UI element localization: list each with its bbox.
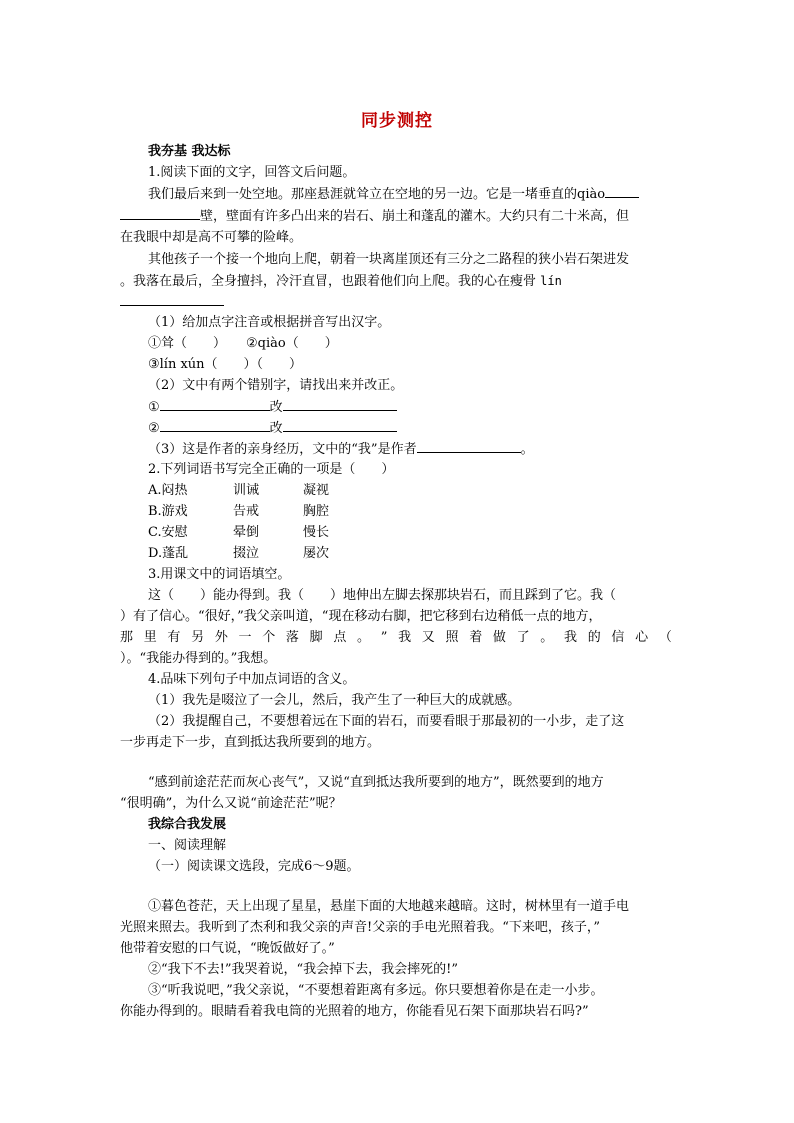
passage-line: 在我眼中却是高不可攀的险峰。 xyxy=(120,230,303,245)
passage-line xyxy=(120,292,224,313)
option-c-word-2: 晕倒 xyxy=(233,525,260,540)
option-a-word-2: 训诫 xyxy=(233,483,260,498)
passage-line: 其他孩子一个接一个地向上爬，朝着一块离崖顶还有三分之二路程的狭小岩石架进发 xyxy=(148,252,630,267)
justified-char: 。 xyxy=(540,630,554,645)
sub-question-1-items xyxy=(148,334,338,354)
question-5-line: “很明确”，为什么又说“前途茫茫”呢？ xyxy=(120,796,342,811)
justified-char: 做 xyxy=(492,630,506,645)
passage-text: 壁，壁面有许多凸出来的岩石、崩土和蓬乱的灌木。大约只有二十米高，但 xyxy=(200,209,630,224)
justified-char: 照 xyxy=(445,630,459,645)
row-number: ② xyxy=(148,421,160,436)
justified-char: 着 xyxy=(469,630,483,645)
part-heading: 一、阅读理解 xyxy=(148,838,227,853)
question-4-sentence-1: （1）我先是啜泣了一会儿，然后，我产生了一种巨大的成就感。 xyxy=(148,693,521,708)
justified-char: 了 xyxy=(516,630,530,645)
justified-char: 里 xyxy=(143,630,157,645)
correction-row-1 xyxy=(148,397,397,418)
justified-char: 有 xyxy=(167,630,181,645)
option-d-label: D.蓬乱 xyxy=(148,546,189,561)
justified-char: 落 xyxy=(285,630,299,645)
option-b-label: B.游戏 xyxy=(148,504,188,519)
sub-question-2: （2）文中有两个错别字，请找出来并改正。 xyxy=(148,378,404,393)
justified-char: 另 xyxy=(191,630,205,645)
option-b-word-2: 告戒 xyxy=(233,504,260,519)
option-a-label: A.闷热 xyxy=(148,483,188,498)
reading-passage-line: ③“听我说吧，”我父亲说，“不要想着距离有多远。你只要想着你是在走一小步。 xyxy=(148,983,604,998)
justified-char: 点 xyxy=(333,630,347,645)
fill-line: 这（ ）能办得到。我（ ）地伸出左脚去探那块岩石，而且踩到了它。我（ xyxy=(148,588,617,603)
question-3-stem: 3.用课文中的词语填空。 xyxy=(148,567,291,582)
passage-line xyxy=(120,271,562,292)
correction-label: 改 xyxy=(269,421,283,436)
sub-question-3 xyxy=(148,439,534,460)
question-1-stem: 1.阅读下面的文字，回答文后问题。 xyxy=(148,165,356,180)
sub-question-3-text: （3）这是作者的亲身经历，文中的“我”是作者 xyxy=(148,442,417,457)
question-5-line: “感到前途茫茫而灰心丧气”，又说“直到抵达我所要到的地方”，既然要到的地方 xyxy=(148,775,604,790)
justified-char: 外 xyxy=(214,630,228,645)
fill-line: ）有了信心。“很好，”我父亲叫道，“现在移动右脚，把它移到右边稍低一点的地方， xyxy=(120,609,602,624)
question-4-sentence-2: （2）我提醒自己，不要想着远在下面的岩石，而要看眼于那最初的一小步，走了这 xyxy=(148,714,625,729)
row-number: ① xyxy=(148,400,160,415)
option-d-word-3: 屡次 xyxy=(303,546,330,561)
justified-char: 的 xyxy=(587,630,601,645)
justified-char: 信 xyxy=(611,630,625,645)
justified-char: 我 xyxy=(398,630,412,645)
option-b-word-3: 胸腔 xyxy=(303,504,330,519)
reading-passage-line: 他带着安慰的口气说，“晚饭做好了。” xyxy=(120,941,335,956)
justified-char: 。 xyxy=(357,630,371,645)
option-c-label: C.安慰 xyxy=(148,525,188,540)
passage-text: 我们最后来到一处空地。那座悬涯就耸立在空地的另一边。它是一堵垂直的qiào xyxy=(148,187,606,202)
question-4-stem: 4.品味下列句子中加点词语的含义。 xyxy=(148,672,356,687)
justified-char: 我 xyxy=(564,630,578,645)
passage-text: 。我落在最后，全身擅抖，冷汗直冒，也跟着他们向上爬。我的心在瘦骨 xyxy=(120,274,537,289)
correction-label: 改 xyxy=(269,400,283,415)
justified-char: 那 xyxy=(120,630,134,645)
answer-blank[interactable] xyxy=(283,418,397,432)
reading-passage-line: ②“我下不去!”我哭着说，“我会掉下去，我会摔死的!” xyxy=(148,962,459,977)
option-d-word-2: 掇泣 xyxy=(233,546,260,561)
justified-char: 心 xyxy=(635,630,649,645)
question-4-sentence-2-cont: 一步再走下一步，直到抵达我所要到的地方。 xyxy=(120,735,381,750)
sub-question-3-end: 。 xyxy=(520,442,534,457)
answer-blank[interactable] xyxy=(120,206,200,220)
passage-line xyxy=(148,184,639,205)
question-2-stem: 2.下列词语书写完全正确的一项是（ ） xyxy=(148,462,395,477)
justified-char: ” xyxy=(380,630,388,645)
reading-passage-line: 你能办得到的。眼睛看着我电筒的光照着的地方，你能看见石架下面那块岩石吗?” xyxy=(120,1004,589,1019)
pinyin-text: lín xyxy=(540,274,562,288)
answer-blank[interactable] xyxy=(120,292,224,306)
justified-char: 脚 xyxy=(309,630,323,645)
item-b: ②qiào（ ） xyxy=(246,336,338,351)
section-heading-basic: 我夯基 我达标 xyxy=(148,144,231,159)
answer-blank[interactable] xyxy=(605,184,639,198)
part-sub-heading: （一）阅读课文选段，完成6～9题。 xyxy=(148,859,360,874)
reading-passage-line: ①暮色苍茫，天上出现了星星，悬崖下面的大地越来越暗。这时，树林里有一道手电 xyxy=(148,899,630,914)
justified-char: （ xyxy=(658,630,672,645)
justified-char: 一 xyxy=(238,630,252,645)
page-title: 同步测控 xyxy=(361,111,433,131)
justified-char: 又 xyxy=(421,630,435,645)
sub-question-1: （1）给加点字注音或根据拼音写出汉字。 xyxy=(148,315,391,330)
correction-row-2 xyxy=(148,418,397,439)
fill-line-justified xyxy=(120,628,672,648)
reading-passage-line: 光照来照去。我听到了杰利和我父亲的声音!父亲的手电光照着我。“下来吧，孩子，” xyxy=(120,920,601,935)
answer-blank[interactable] xyxy=(283,397,397,411)
justified-char: 个 xyxy=(262,630,276,645)
answer-blank[interactable] xyxy=(160,397,270,411)
fill-line: ）。“我能办得到的。”我想。 xyxy=(120,651,277,666)
answer-blank[interactable] xyxy=(160,418,270,432)
option-c-word-3: 慢长 xyxy=(303,525,330,540)
sub-question-1-item-c: ③lín xún（ ）（ ） xyxy=(148,357,303,372)
answer-blank[interactable] xyxy=(417,439,521,453)
item-a: ①耸（ ） xyxy=(148,336,227,351)
option-a-word-3: 凝视 xyxy=(303,483,330,498)
passage-line xyxy=(120,206,629,227)
section-heading-advanced: 我综合我发展 xyxy=(148,817,227,832)
